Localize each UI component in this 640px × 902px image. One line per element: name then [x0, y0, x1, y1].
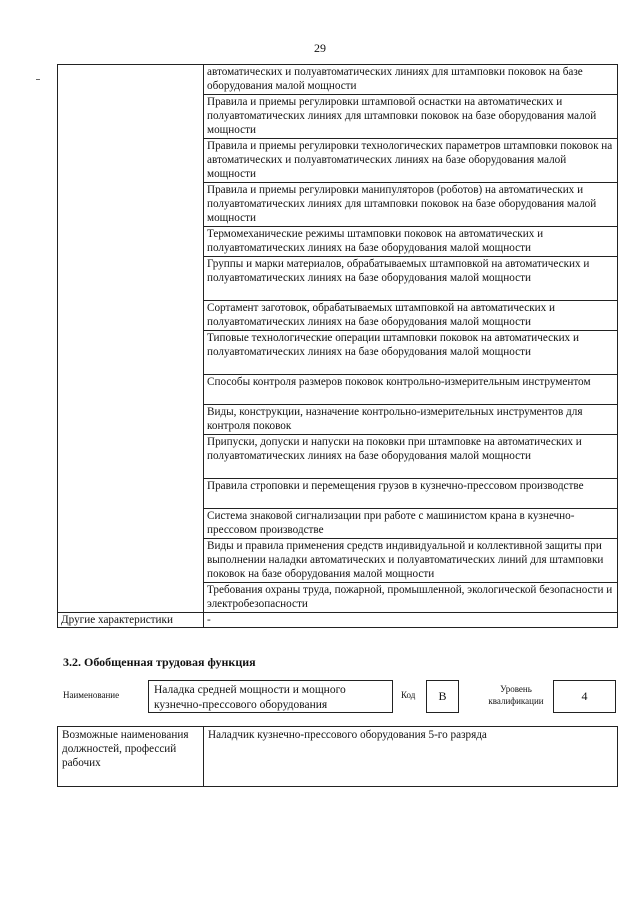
knowledge-item: Правила и приемы регулировки штамповой оснастки на автоматических и полуавтоматических линиях для штамповки поковок на базе оборудования малой мощности	[204, 95, 618, 139]
knowledge-item: Типовые технологические операции штамповки поковок на автоматических и полуавтоматических линиях на базе оборудования малой мощности	[204, 331, 618, 375]
positions-label: Возможные наименования должностей, профессий рабочих	[58, 727, 204, 787]
other-characteristics-label: Другие характеристики	[58, 613, 204, 628]
knowledge-item: Термомеханические режимы штамповки поковок на автоматических и полуавтоматических линиях на базе оборудования малой мощности	[204, 227, 618, 257]
knowledge-item: Виды, конструкции, назначение контрольно-измерительных инструментов для контроля поковок	[204, 405, 618, 435]
table-row	[58, 613, 618, 628]
knowledge-item: Способы контроля размеров поковок контрольно-измерительным инструментом	[204, 375, 618, 405]
knowledge-item: Требования охраны труда, пожарной, промышленной, экологической безопасности и электробезопасности	[204, 583, 618, 613]
section-heading: 3.2. Обобщенная трудовая функция	[63, 655, 256, 669]
knowledge-item: Припуски, допуски и напуски на поковки при штамповке на автоматических и полуавтоматических линиях на базе оборудования малой мощности	[204, 435, 618, 479]
name-value-box: Наладка средней мощности и мощного кузнечно-прессового оборудования	[148, 680, 393, 713]
level-label-line2: квалификации	[488, 696, 544, 706]
table-row	[58, 65, 618, 95]
name-label: Наименование	[63, 690, 120, 700]
knowledge-item: Правила и приемы регулировки манипуляторов (роботов) на автоматических и полуавтоматических линиях для штамповки поковок на базе оборудования малой мощности	[204, 183, 618, 227]
knowledge-item: Виды и правила применения средств индивидуальной и коллективной защиты при выполнении наладки автоматических и полуавтоматических линий для штамповки поковок на базе оборудования малой мощности	[204, 539, 618, 583]
positions-table	[57, 726, 618, 787]
knowledge-item: Группы и марки материалов, обрабатываемых штамповкой на автоматических и полуавтоматических линиях на базе оборудования малой мощности	[204, 257, 618, 301]
knowledge-item: Система знаковой сигнализации при работе с машинистом крана в кузнечно-прессовом производстве	[204, 509, 618, 539]
page-number: 29	[314, 41, 326, 55]
code-label: Код	[401, 690, 416, 700]
other-characteristics-value: -	[204, 613, 618, 628]
level-label	[486, 684, 546, 706]
table-row	[58, 727, 618, 787]
knowledge-item: Правила и приемы регулировки технологических параметров штамповки поковок на автоматических и полуавтоматических линиях на базе оборудования малой мощности	[204, 139, 618, 183]
label-cell-empty	[58, 65, 204, 613]
knowledge-item: Правила строповки и перемещения грузов в кузнечно-прессовом производстве	[204, 479, 618, 509]
margin-mark	[36, 79, 40, 80]
knowledge-item: Сортамент заготовок, обрабатываемых штамповкой на автоматических и полуавтоматических линиях на базе оборудования малой мощности	[204, 301, 618, 331]
level-value-box: 4	[553, 680, 616, 713]
knowledge-item: автоматических и полуавтоматических линиях для штамповки поковок на базе оборудования малой мощности	[204, 65, 618, 95]
positions-value: Наладчик кузнечно-прессового оборудования 5-го разряда	[204, 727, 618, 787]
knowledge-table	[57, 64, 618, 628]
code-value-box: В	[426, 680, 459, 713]
level-label-line1: Уровень	[500, 684, 532, 694]
